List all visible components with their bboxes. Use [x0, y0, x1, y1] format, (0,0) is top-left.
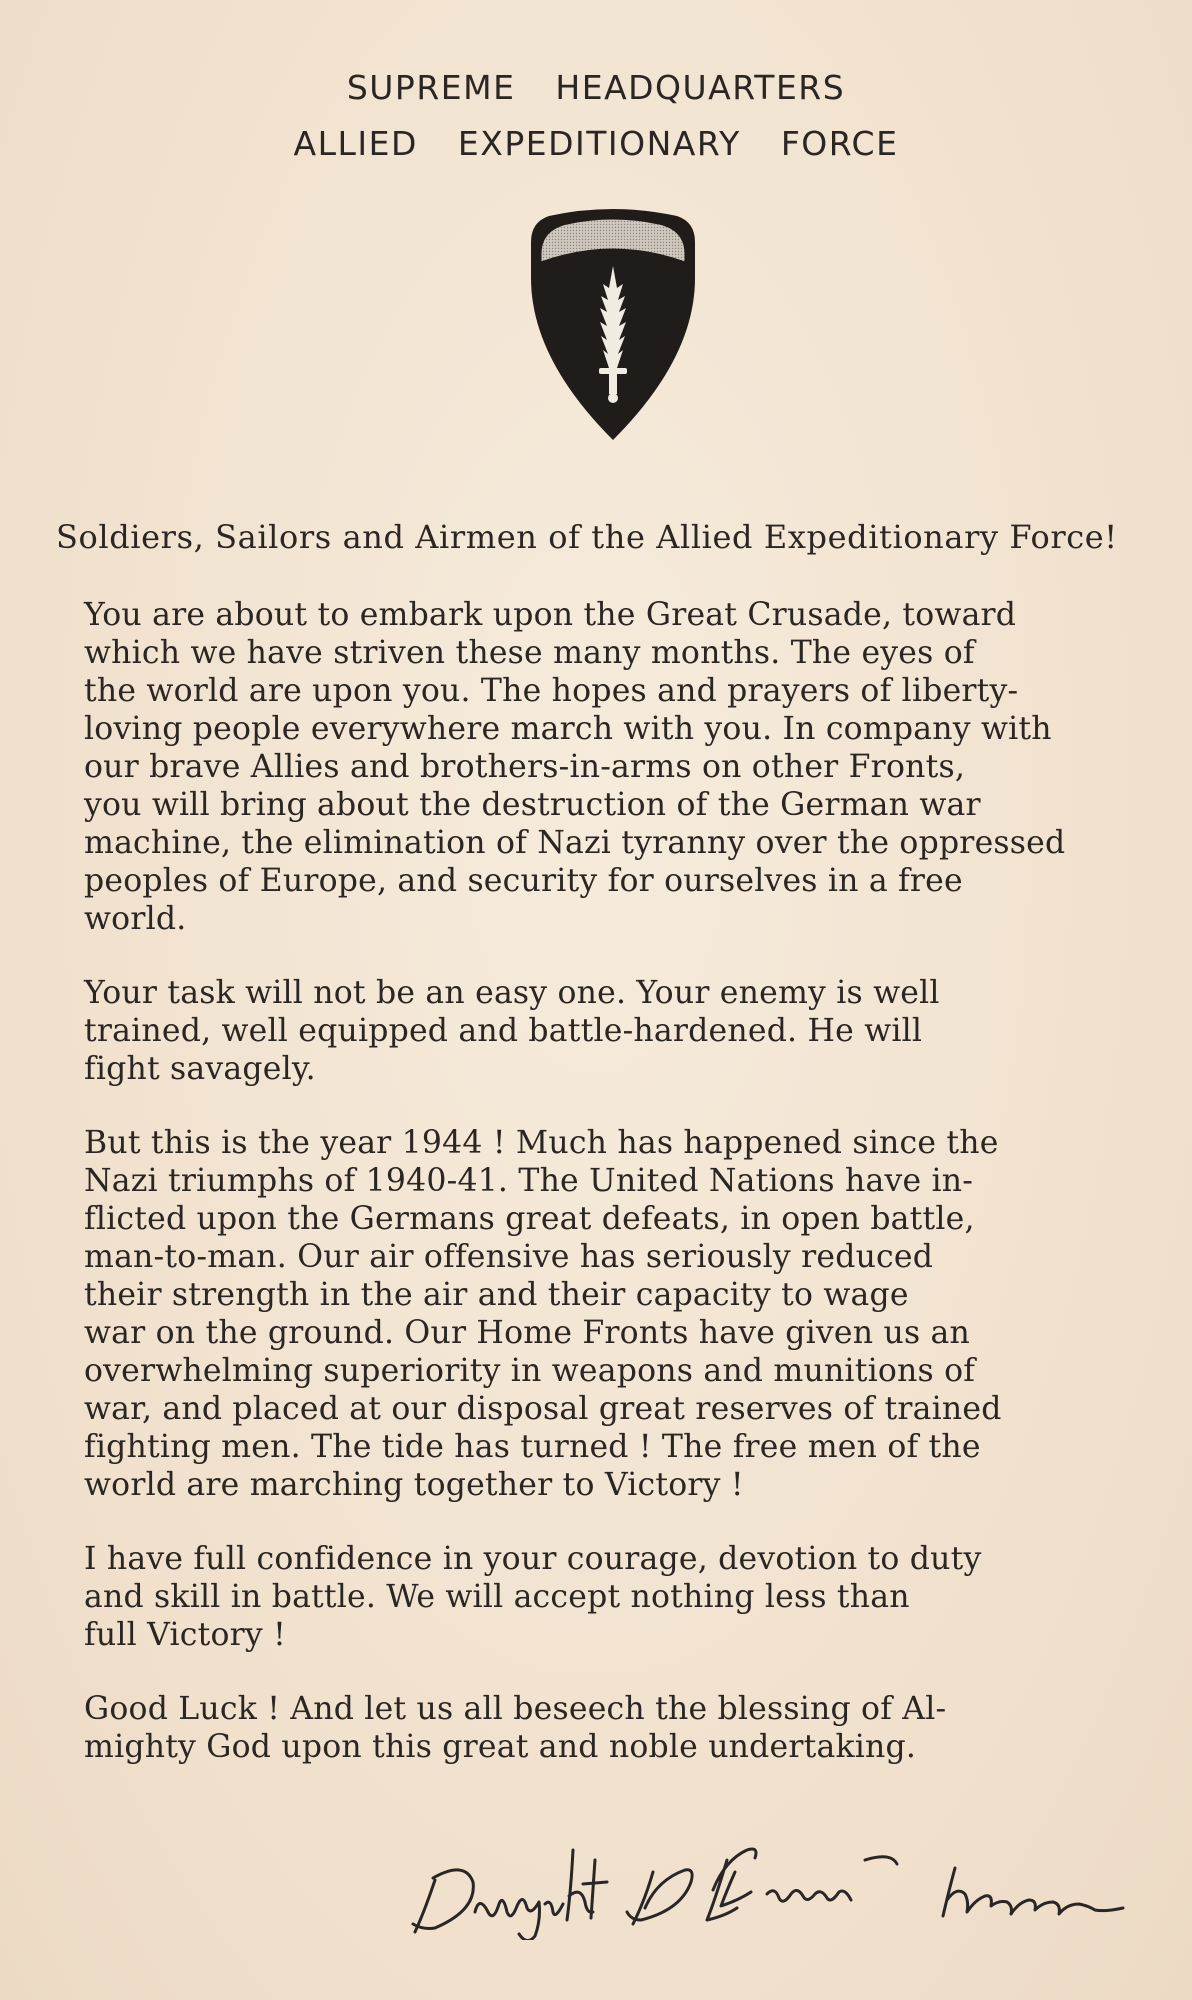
paragraph-4: I have full confidence in your courage, devotion to duty and skill in battle. We will accept nothing less than full Victory !: [84, 1541, 982, 1653]
signature: [395, 1820, 1145, 1940]
paragraph-1: You are about to embark upon the Great Crusade, toward which we have striven these many months. The eyes of the world are upon you. The hopes and prayers of liberty- loving people everywhere march with you. In company with our brave Allies and brothers-in-arms on other Fronts, you will bring about the destruction of the German war machine, the elimination of Nazi tyranny over the oppressed peoples of Europe, and security for ourselves in a free world.: [84, 597, 1066, 937]
paragraph-5: Good Luck ! And let us all beseech the blessing of Al- mighty God upon this great and noble undertaking.: [84, 1691, 947, 1765]
header-line-1: SUPREME HEADQUARTERS: [346, 68, 846, 107]
shaef-shield-emblem-icon: [527, 208, 699, 444]
paragraph-3: But this is the year 1944 ! Much has happened since the Nazi triumphs of 1940-41. The United Nations have in- flicted upon the Germans great defeats, in open battle, man-to-man. Our air offensive has seriously reduced their strength in the air and their capacity to wage war on the ground. Our Home Fronts have given us an overwhelming superiority in weapons and munitions of war, and placed at our disposal great reserves of trained fighting men. The tide has turned ! The free men of the world are marching together to Victory !: [84, 1125, 1002, 1503]
paragraph-2: Your task will not be an easy one. Your enemy is well trained, well equipped and battle-hardened. He will fight savagely.: [84, 975, 940, 1087]
header-line-2: ALLIED EXPEDITIONARY FORCE: [293, 124, 899, 163]
salutation: Soldiers, Sailors and Airmen of the Allied Expeditionary Force!: [56, 518, 1118, 556]
